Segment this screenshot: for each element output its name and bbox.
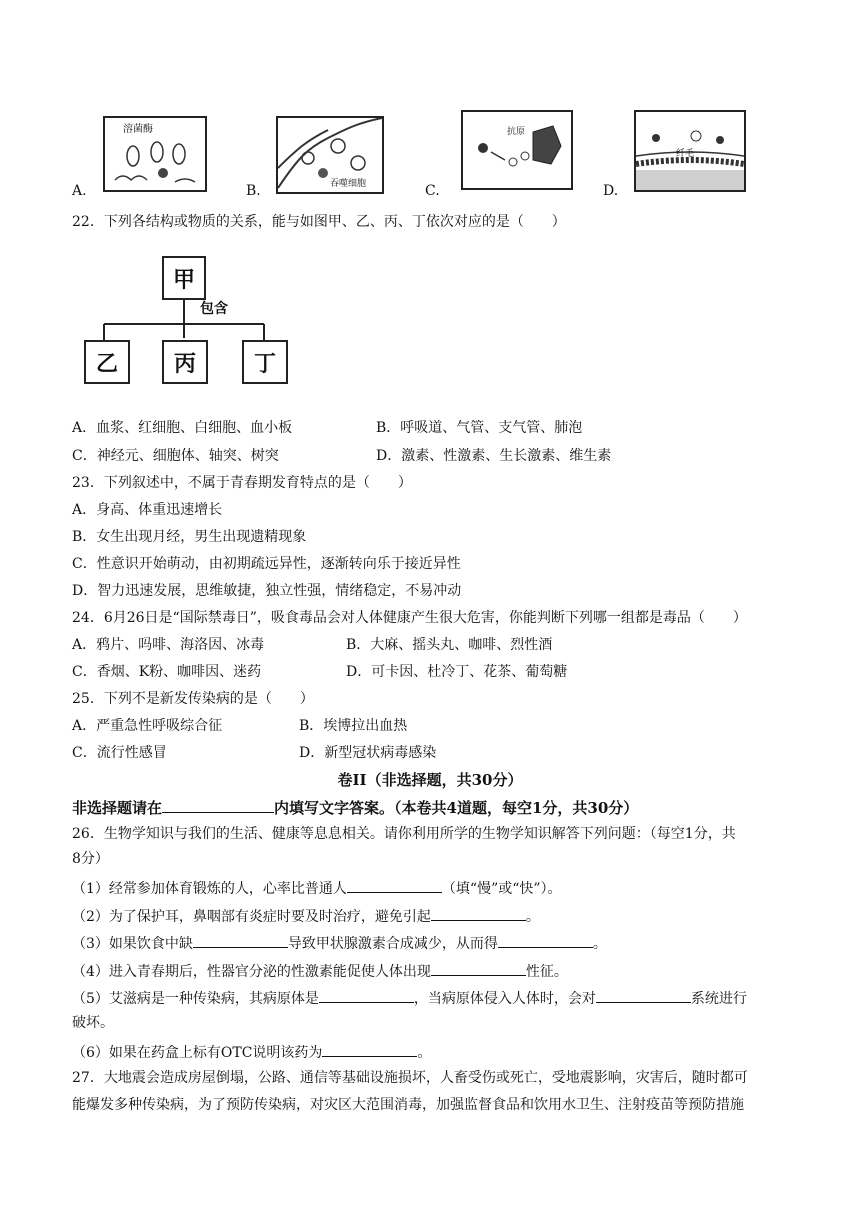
- q24-option-c: C．香烟、K粉、咖啡因、迷药: [72, 664, 262, 680]
- diagram-node-jia: 甲: [162, 256, 206, 300]
- q23-option-a: A．身高、体重迅速增长: [72, 502, 223, 518]
- q26-sub2-blank[interactable]: [431, 905, 526, 921]
- q22-option-a: A．血浆、红细胞、白细胞、血小板: [72, 420, 293, 436]
- q26-sub4-text-a: （4）进入青春期后，性器官分泌的性激素能促使人体出现: [72, 964, 431, 980]
- q26-sub5-text-c: 系统进行: [690, 991, 747, 1007]
- q26-sub3-blank-1[interactable]: [193, 932, 288, 948]
- q24-option-b: B．大麻、摇头丸、咖啡、烈性酒: [346, 637, 553, 653]
- figure-b-caption: 吞噬细胞: [330, 179, 367, 189]
- q25-stem: 25．下列不是新发传染病的是（ ）: [72, 691, 314, 707]
- figure-a-caption: 溶菌酶: [123, 124, 153, 135]
- section-2-title: 卷II（非选择题，共30分）: [337, 771, 523, 789]
- q22-stem: 22．下列各结构或物质的关系，能与如图甲、乙、丙、丁依次对应的是（ ）: [72, 214, 566, 230]
- q27-line2: 能爆发多种传染病，为了预防传染病，对灾区大范围消毒，加强监督食品和饮用水卫生、注射疫苗等预防措施: [72, 1097, 744, 1113]
- option-d-label: D.: [603, 183, 619, 199]
- q26-stem-line2: 8分）: [72, 851, 109, 867]
- q26-sub2-text-b: 。: [525, 909, 540, 925]
- option-a-label: A.: [72, 183, 87, 199]
- q26-sub5-blank-1[interactable]: [319, 987, 414, 1003]
- q26-sub6: [72, 1041, 431, 1063]
- q26-sub4-text-b: 性征。: [525, 964, 568, 980]
- q26-sub4-blank[interactable]: [431, 960, 526, 976]
- q22-option-d: D．激素、性激素、生长激素、维生素: [376, 448, 612, 464]
- q25-option-c: C．流行性感冒: [72, 745, 167, 761]
- q26-sub5-text-b: ，当病原体侵入人体时，会对: [413, 991, 596, 1007]
- option-c-label: C.: [425, 183, 440, 199]
- q23-stem: 23．下列叙述中，不属于青春期发育特点的是（ ）: [72, 475, 412, 491]
- q26-sub1: [72, 877, 562, 899]
- q22-option-c: C．神经元、细胞体、轴突、树突: [72, 448, 279, 464]
- q26-sub5: [72, 987, 747, 1009]
- q22-option-b: B．呼吸道、气管、支气管、肺泡: [376, 420, 583, 436]
- option-b-label: B.: [246, 183, 261, 199]
- figure-a-lysozyme: [103, 116, 207, 192]
- q26-sub3-text-a: （3）如果饮食中缺: [72, 936, 193, 952]
- diagram-node-ding: 丁: [242, 340, 288, 384]
- q26-sub6-blank[interactable]: [322, 1041, 417, 1057]
- q23-option-d: D．智力迅速发展，思维敏捷，独立性强，情绪稳定，不易冲动: [72, 583, 462, 599]
- q24-option-d: D．可卡因、杜冷丁、花茶、葡萄糖: [346, 664, 568, 680]
- figure-c-antigen: [461, 110, 573, 190]
- q26-sub1-text-a: （1）经常参加体育锻炼的人，心率比普通人: [72, 881, 347, 897]
- figure-c-caption: 抗原: [507, 127, 526, 137]
- q23-option-b: B．女生出现月经，男生出现遗精现象: [72, 529, 307, 545]
- q26-sub1-text-b: （填“慢”或“快”）。: [441, 881, 562, 897]
- diagram-node-bing: 丙: [162, 340, 208, 384]
- q27-line1: 27．大地震会造成房屋倒塌，公路、通信等基础设施损坏，人畜受伤或死亡，受地震影响，灾害后，随时都可: [72, 1070, 748, 1086]
- instruction-part-a: 非选择题请在: [72, 799, 163, 817]
- q26-sub1-blank[interactable]: [347, 877, 442, 893]
- q26-sub5-blank-2[interactable]: [596, 987, 691, 1003]
- q25-option-a: A．严重急性呼吸综合征: [72, 718, 223, 734]
- q22-diagram: [82, 252, 302, 412]
- figure-b-phagocyte: [276, 116, 384, 194]
- q26-sub5-cont: 破坏。: [72, 1015, 114, 1031]
- q26-sub2: [72, 905, 540, 927]
- q24-option-a: A．鸦片、吗啡、海洛因、冰毒: [72, 637, 265, 653]
- figure-d-cilia: [634, 110, 746, 192]
- diagram-relation-label: 包含: [200, 301, 228, 317]
- figure-d-caption: 纤毛: [676, 149, 695, 159]
- q26-sub3-blank-2[interactable]: [498, 932, 593, 948]
- q26-sub4: [72, 960, 568, 982]
- q26-stem-line1: 26．生物学知识与我们的生活、健康等息息相关。请你利用所学的生物学知识解答下列问题：（每空1分，共: [72, 826, 736, 842]
- q24-stem: 24．6月26日是“国际禁毒日”，吸食毒品会对人体健康产生很大危害，你能判断下列哪一组都是毒品（ ）: [72, 610, 747, 626]
- diagram-node-yi: 乙: [84, 340, 130, 384]
- q23-option-c: C．性意识开始萌动，由初期疏远异性，逐渐转向乐于接近异性: [72, 556, 461, 572]
- q26-sub3-text-c: 。: [592, 936, 607, 952]
- q26-sub6-text-a: （6）如果在药盒上标有OTC说明该药为: [72, 1045, 323, 1061]
- q26-sub5-text-a: （5）艾滋病是一种传染病，其病原体是: [72, 991, 319, 1007]
- section-2-instruction: [72, 797, 638, 818]
- q25-option-b: B．埃博拉出血热: [299, 718, 408, 734]
- lysozyme-illustration: [105, 118, 205, 190]
- instruction-blank: [162, 797, 274, 813]
- q26-sub3: [72, 932, 607, 954]
- instruction-part-b: 内填写文字答案。（本卷共4道题，每空1分，共30分）: [274, 799, 639, 817]
- q26-sub2-text-a: （2）为了保护耳，鼻咽部有炎症时要及时治疗，避免引起: [72, 909, 431, 925]
- q26-sub6-text-b: 。: [417, 1045, 432, 1061]
- q25-option-d: D．新型冠状病毒感染: [299, 745, 437, 761]
- q26-sub3-text-b: 导致甲状腺激素合成减少，从而得: [287, 936, 498, 952]
